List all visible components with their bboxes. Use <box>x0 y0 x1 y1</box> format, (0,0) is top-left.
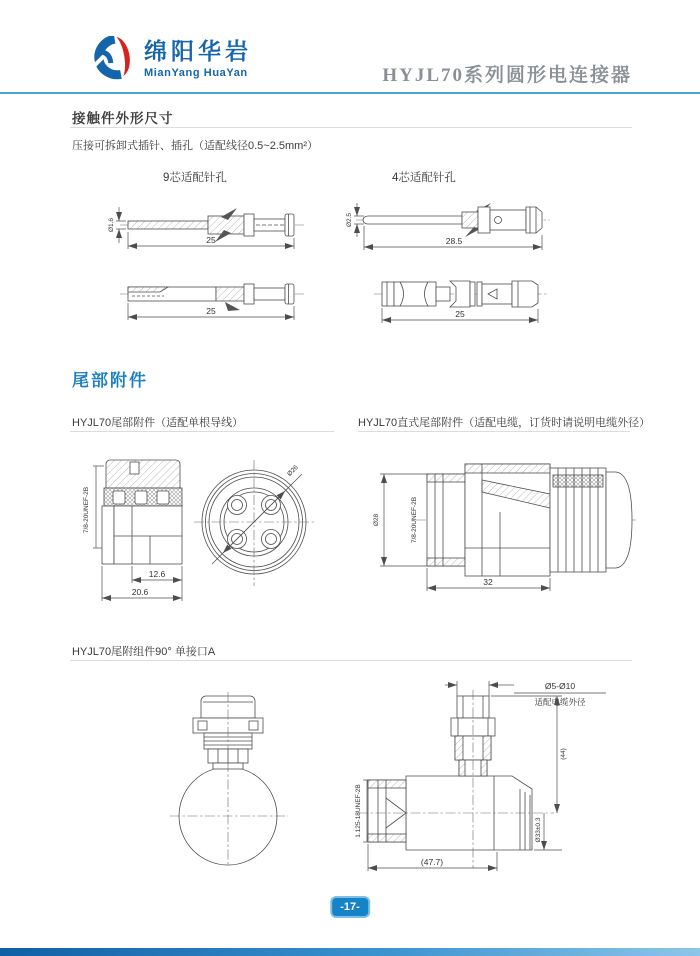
dim-pin9-diameter: Ø1.6 <box>108 217 115 233</box>
dim-straight-length: 32 <box>483 577 493 587</box>
dim-backshell-inner-length: 12.6 <box>148 569 166 579</box>
angle-heading-rule <box>70 660 632 661</box>
dim-pin9-length: 25 <box>206 235 216 245</box>
drawing-label-9core: 9芯适配针孔 <box>163 172 227 184</box>
dim-backshell-total-length: 20.6 <box>131 587 149 597</box>
dim-backshell-front-diameter: Ø26 <box>286 464 300 478</box>
dim-straight-diameter: Ø28 <box>373 513 380 527</box>
dim-socket9-length: 25 <box>206 306 216 316</box>
drawing-socket-contact-4core <box>370 268 550 332</box>
drawing-angle-front <box>162 688 297 868</box>
contacts-section-heading: 接触件外形尺寸 <box>72 111 174 126</box>
footer-accent-bar <box>0 948 700 956</box>
dim-straight-thread: 7/8-20UNEF-2B <box>411 496 418 544</box>
dim-pin4-diameter: Ø2.5 <box>346 212 353 228</box>
dim-backshell-thread: 7/8-20UNEF-2B <box>83 486 90 534</box>
drawing-angle-side <box>354 676 644 876</box>
drawing-backshell-front <box>190 450 325 590</box>
company-name-cn: 绵阳华岩 <box>144 38 252 64</box>
drawing-socket-contact-9core <box>106 268 306 330</box>
tail-right-label: HYJL70直式尾部附件（适配电缆，订货时请说明电缆外径） <box>358 417 651 429</box>
header-divider <box>0 92 700 94</box>
drawing-label-4core: 4芯适配针孔 <box>392 172 456 184</box>
dim-pin4-length: 28.5 <box>445 236 463 246</box>
contacts-subtitle: 压接可拆卸式插针、插孔（适配线径0.5~2.5mm²） <box>72 140 318 152</box>
dim-angle-body-diameter: Ø33±0.3 <box>535 817 542 843</box>
drawing-pin-contact-9core <box>106 196 306 260</box>
page-number-badge: -17- <box>330 896 370 918</box>
document-title: HYJL70系列圆形电连接器 <box>382 65 632 86</box>
company-name-en: MianYang HuaYan <box>144 67 248 79</box>
company-logo-icon <box>76 36 134 82</box>
tail-right-rule <box>358 431 630 432</box>
dim-angle-height: (44) <box>560 748 567 760</box>
company-logo <box>76 36 252 82</box>
dim-socket4-length: 25 <box>455 309 465 319</box>
drawing-pin-contact-4core <box>344 194 554 260</box>
tail-left-label: HYJL70尾部附件（适配单根导线） <box>72 417 244 429</box>
contacts-heading-rule <box>70 127 632 128</box>
angle-section-heading: HYJL70尾附组件90° 单接口A <box>72 646 216 658</box>
drawing-straight-backshell <box>370 448 640 598</box>
dim-cable-note: 适配电缆外径 <box>534 697 586 707</box>
dim-angle-thread: 1.125-18UNEF-2B <box>355 784 362 838</box>
company-logo-text <box>144 38 252 79</box>
tail-left-rule <box>70 431 334 432</box>
drawing-backshell-side <box>80 452 195 610</box>
tail-section-heading: 尾部附件 <box>72 371 148 390</box>
dim-cable-range: Ø5-Ø10 <box>544 681 576 691</box>
dim-angle-length: (47.7) <box>420 857 444 867</box>
